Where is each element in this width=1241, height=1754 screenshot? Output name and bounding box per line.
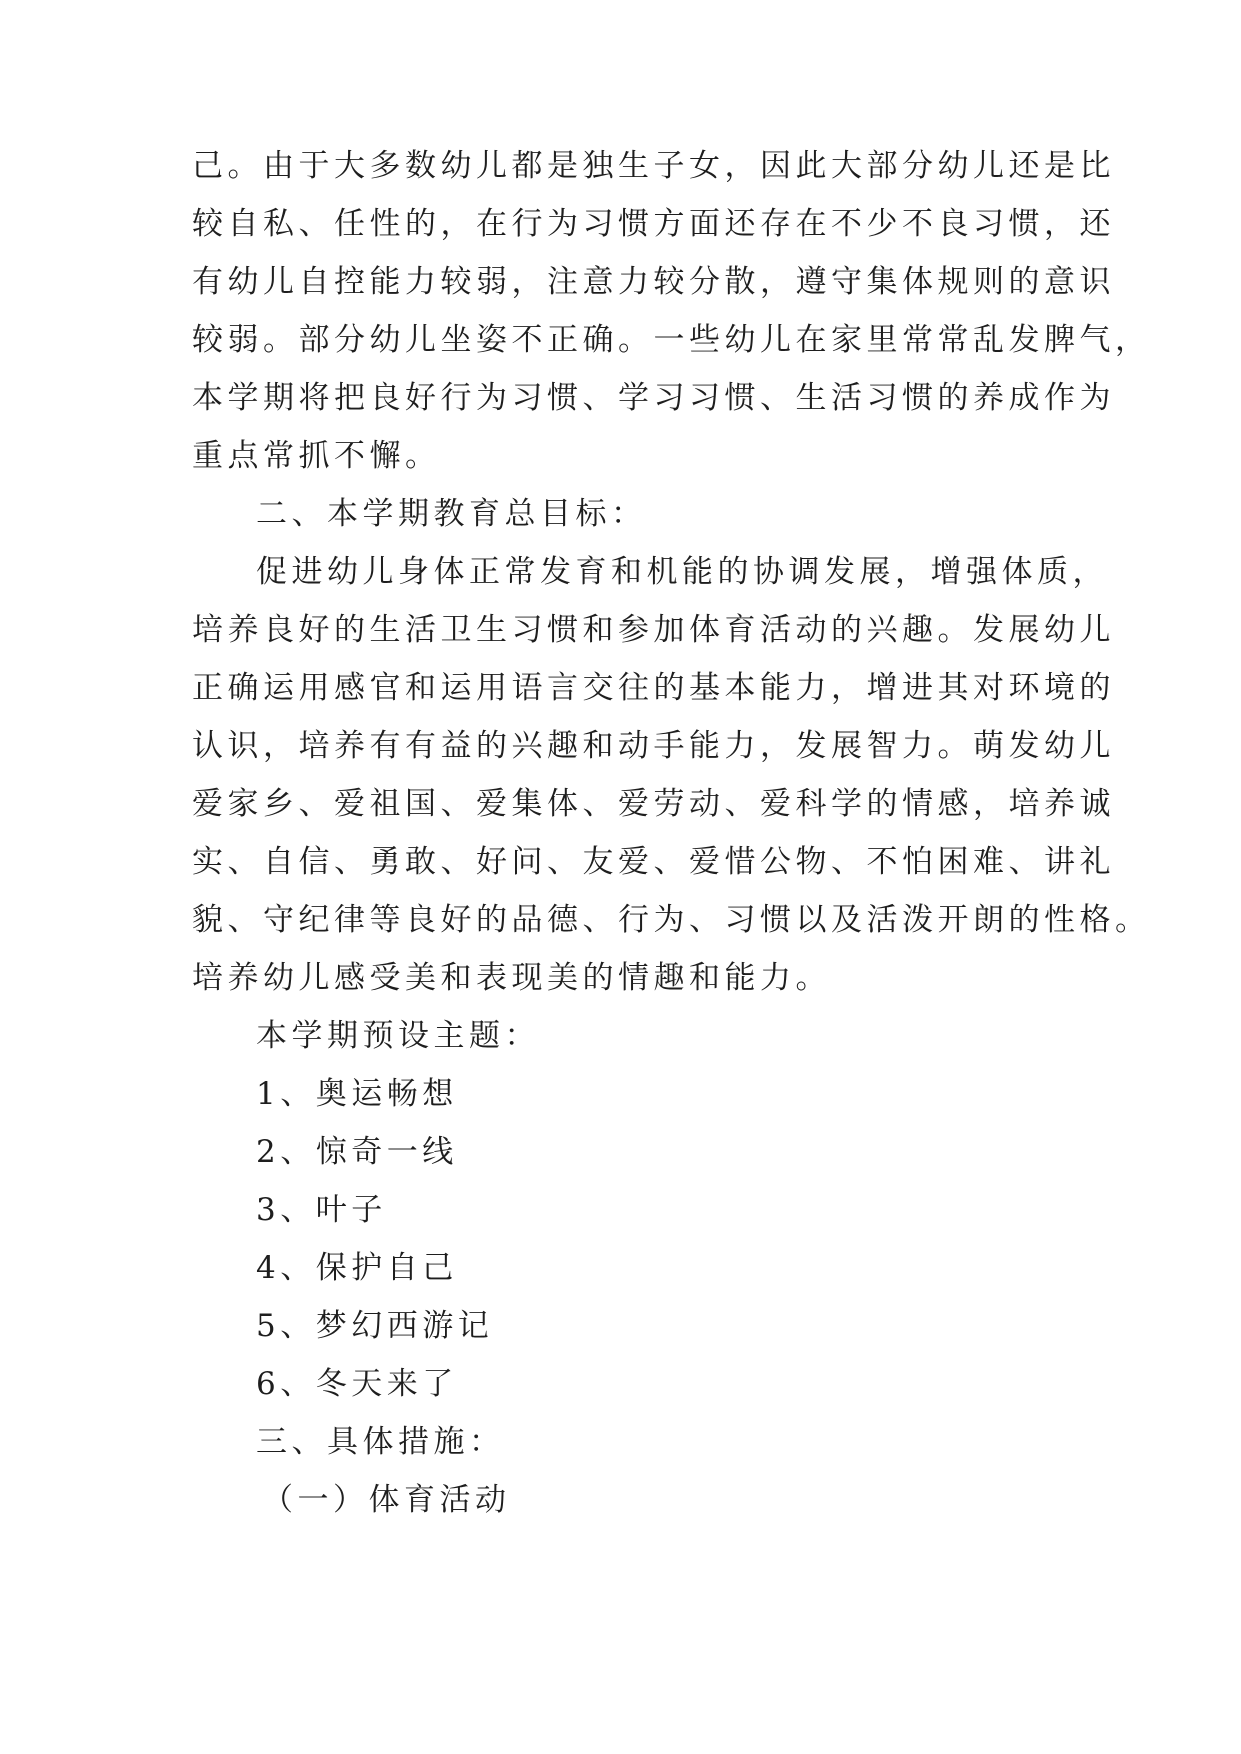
list-item: 1、奥运畅想 <box>256 1076 458 1112</box>
paragraph-line: 重点常抓不懈。 <box>192 438 441 474</box>
list-item: 6、冬天来了 <box>256 1366 458 1402</box>
paragraph-line: 本学期将把良好行为习惯、学习习惯、生活习惯的养成作为 <box>192 380 1115 416</box>
section-heading: 二、本学期教育总目标： <box>256 496 647 532</box>
paragraph-line: 实、自信、勇敢、好问、友爱、爱惜公物、不怕困难、讲礼 <box>192 844 1115 880</box>
list-item: 4、保护自己 <box>256 1250 458 1286</box>
paragraph-line: 较弱。部分幼儿坐姿不正确。一些幼儿在家里常常乱发脾气， <box>192 322 1151 358</box>
paragraph-line: 貌、守纪律等良好的品德、行为、习惯以及活泼开朗的性格。 <box>192 902 1151 938</box>
subsection-heading: （一）体育活动 <box>262 1482 511 1518</box>
list-item: 2、惊奇一线 <box>256 1134 458 1170</box>
list-item: 5、梦幻西游记 <box>256 1308 494 1344</box>
paragraph-line: 己。由于大多数幼儿都是独生子女，因此大部分幼儿还是比 <box>192 148 1115 184</box>
paragraph-line: 认识，培养有有益的兴趣和动手能力，发展智力。萌发幼儿 <box>192 728 1115 764</box>
paragraph-line: 培养良好的生活卫生习惯和参加体育活动的兴趣。发展幼儿 <box>192 612 1115 648</box>
paragraph-line: 正确运用感官和运用语言交往的基本能力，增进其对环境的 <box>192 670 1115 706</box>
paragraph-line: 爱家乡、爱祖国、爱集体、爱劳动、爱科学的情感，培养诚 <box>192 786 1115 822</box>
section-heading: 三、具体措施： <box>256 1424 505 1460</box>
paragraph-line: 有幼儿自控能力较弱，注意力较分散，遵守集体规则的意识 <box>192 264 1115 300</box>
list-item: 3、叶子 <box>256 1192 387 1228</box>
paragraph-line: 培养幼儿感受美和表现美的情趣和能力。 <box>192 960 831 996</box>
paragraph-line: 促进幼儿身体正常发育和机能的协调发展，增强体质， <box>256 554 1108 590</box>
paragraph-line: 较自私、任性的，在行为习惯方面还存在不少不良习惯，还 <box>192 206 1115 242</box>
section-heading: 本学期预设主题： <box>256 1018 540 1054</box>
